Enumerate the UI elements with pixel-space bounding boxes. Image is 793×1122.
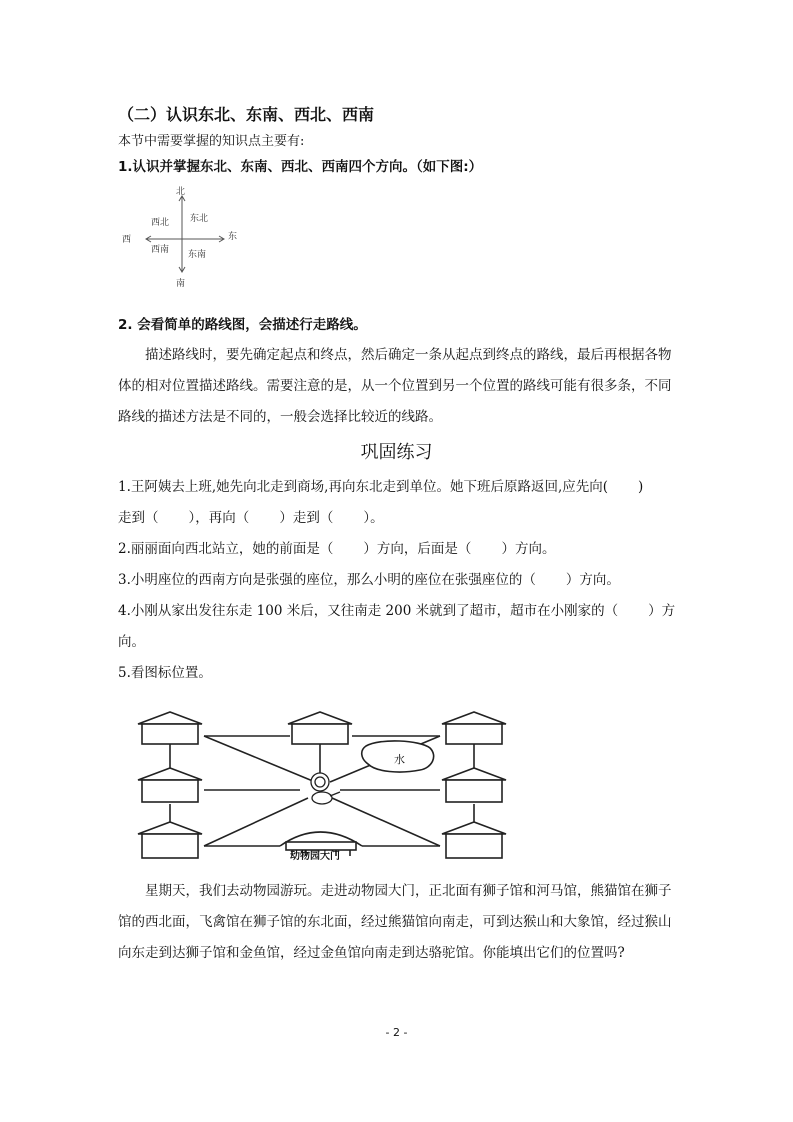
compass-diagram <box>118 184 248 292</box>
house-top-center <box>288 712 352 744</box>
compass-southwest: 西南 <box>151 245 170 255</box>
zoo-story: 星期天，我们去动物园游玩。走进动物园大门，正北面有狮子馆和河马馆，熊猫馆在狮子馆的西北面，飞禽馆在狮子馆的东北面，经过熊猫馆向南走，可到达猴山和大象馆，经过猴山向东走到达狮子馆和金鱼馆，经过金鱼馆向南走到达骆驼馆。你能填出它们的位置吗? <box>118 883 672 961</box>
compass-northwest: 西北 <box>151 218 170 228</box>
knowledge-point-1: 1.认识并掌握东北、东南、西北、西南四个方向。（如下图:） <box>118 159 483 175</box>
compass-south: 南 <box>176 279 186 289</box>
route-paragraph: 描述路线时，要先确定起点和终点，然后确定一条从起点到终点的路线，最后再根据各物体的相对位置描述路线。需要注意的是，从一个位置到另一个位置的路线可能有很多条，不同路线的描述方法是不同的，一般会选择比较近的线路。 <box>118 347 672 425</box>
practice-title: 巩固练习 <box>360 442 433 463</box>
water-label: 水 <box>394 753 405 766</box>
section-title: （二）认识东北、东南、西北、西南 <box>118 105 375 124</box>
knowledge-point-2: 2. 会看简单的路线图，会描述行走路线。 <box>118 317 367 333</box>
intro-text: 本节中需要掌握的知识点主要有: <box>118 134 305 149</box>
compass-northeast: 东北 <box>190 214 209 224</box>
house-middle-right <box>442 768 506 802</box>
house-middle-left <box>138 768 202 802</box>
page-number: - 2 - <box>385 1026 408 1039</box>
compass-north: 北 <box>176 187 186 197</box>
question-2: 2.丽丽面向西北站立，她的前面是（ ）方向，后面是（ ）方向。 <box>118 541 556 557</box>
compass-southeast: 东南 <box>188 250 207 260</box>
question-5: 5.看图标位置。 <box>118 665 212 681</box>
question-1-line-1: 1.王阿姨去上班,她先向北走到商场,再向东北走到单位。她下班后原路返回,应先向( ) <box>118 479 644 495</box>
house-top-left <box>138 712 202 744</box>
compass-east: 东 <box>228 232 238 242</box>
question-4-line-2: 向。 <box>118 634 145 650</box>
compass-west: 西 <box>122 235 132 245</box>
house-bottom-right <box>442 822 506 858</box>
question-4-line-1: 4.小刚从家出发往东走 100 米后，又往南走 200 米就到了超市，超市在小刚家的（ ）方 <box>118 603 676 619</box>
gate-label: 动物园大门 <box>290 851 340 862</box>
question-1-line-2: 走到（ ），再向（ ）走到（ ）。 <box>118 510 384 526</box>
question-3: 3.小明座位的西南方向是张强的座位，那么小明的座位在张强座位的（ ）方向。 <box>118 572 620 588</box>
house-top-right <box>442 712 506 744</box>
house-bottom-left <box>138 822 202 858</box>
zoo-map <box>130 706 518 862</box>
